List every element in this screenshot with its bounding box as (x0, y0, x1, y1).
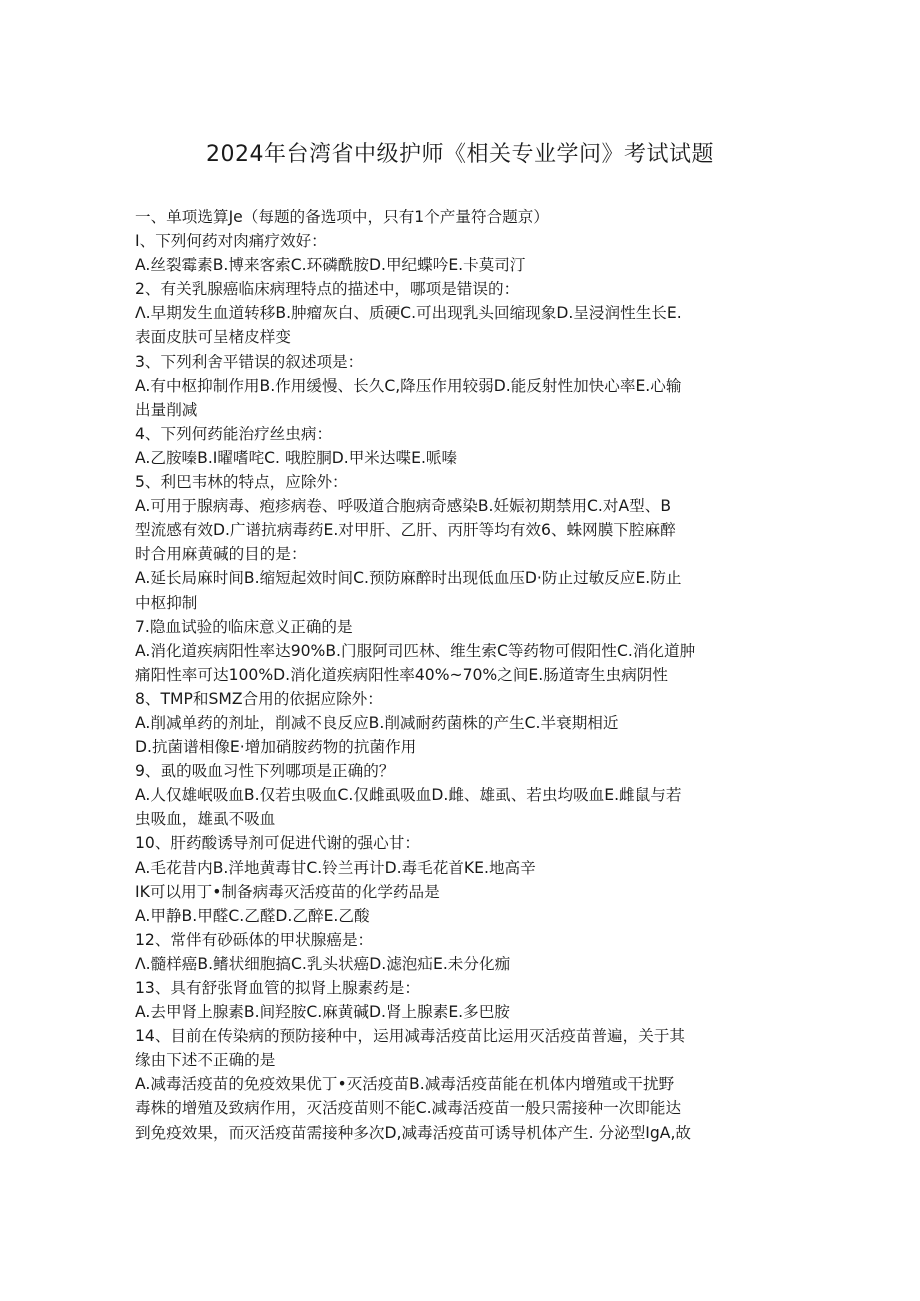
text-line: 8、TMP和SMZ合用的依据应除外： (135, 689, 383, 708)
text-line: A.削减单药的剂址，削减不良反应B.削减耐药菌株的产生C.半衰期相近 (135, 713, 619, 732)
text-line: A.甲静B.甲醛C.乙醛D.乙醉E.乙酸 (135, 906, 370, 925)
text-line: D.抗菌谱相像E·增加硝胺药物的抗菌作用 (135, 738, 417, 757)
document-title: 2024年台湾省中级护师《相关专业学问》考试试题 (206, 142, 714, 167)
text-line: 9、虱的吸血习性下列哪项是正确的？ (135, 762, 395, 781)
text-line: A.人仅雄岷吸血B.仅若虫吸血C.仅雌虱吸血D.雌、雄虱、若虫均吸血E.雌鼠与若 (135, 786, 682, 805)
text-line: 13、具有舒张肾血管的拟肾上腺素药是： (135, 979, 420, 997)
text-line: A.延长局麻时间B.缩短起效时间C.预防麻醉时出现低血压D·防止过敏反应E.防止 (135, 569, 682, 588)
text-line: 时合用麻黄碱的目的是： (135, 545, 307, 564)
text-line: A.有中枢抑制作用B.作用缓慢、长久C,降压作用较弱D.能反射性加快心率E.心输 (135, 376, 682, 395)
text-line: 3、下列利舍平错误的叙述项是： (135, 352, 364, 371)
text-line: 到免疫效果，而灭活疫苗需接种多次D,减毒活疫苗可诱导机体产生. 分泌型IgA,故 (135, 1123, 691, 1142)
text-line: 14、目前在传染病的预防接种中，运用减毒活疫苗比运用灭活疫苗普遍，关于其 (135, 1027, 686, 1046)
text-line: 缘由下述不正确的是 (135, 1051, 276, 1070)
text-line: A.消化道疾病阳性率达90%B.门服阿司匹林、维生索C等药物可假阳性C.消化道肿 (135, 641, 696, 660)
text-line: 4、下列何药能治疗丝虫病： (135, 424, 333, 443)
text-line: A.减毒活疫苗的免疫效果优丁•灭活疫苗B.减毒活疫苗能在机体内增殖或干扰野 (135, 1075, 675, 1094)
text-line: 毒株的增殖及致病作用，灭活疫苗则不能C.减毒活疫苗一般只需接种一次即能达 (135, 1099, 682, 1118)
text-line: 5、利巴韦林的特点，应除外： (135, 473, 348, 492)
text-line: 虫吸血，雄虱不吸血 (135, 810, 276, 829)
text-line: 10、肝药酸诱导剂可促进代谢的强心甘： (135, 834, 420, 853)
text-line: 型流感有效D.广谱抗病毒药E.对甲肝、乙肝、丙肝等均有效6、蛛网膜下腔麻醉 (135, 521, 676, 540)
text-line: 表面皮肤可呈楮皮样变 (135, 328, 291, 347)
text-line: A.去甲肾上腺素B.间羟胺C.麻黄碱D.肾上腺素E.多巴胺 (135, 1003, 510, 1022)
text-line: A.乙胺嗪B.I曜嗜咤C. 哦腔胴D.甲米达喋E.哌嗪 (135, 448, 458, 467)
text-line: A.丝裂霉素B.博来客索C.环磷酰胺D.甲纪蝶吟E.卡莫司汀 (135, 256, 526, 275)
text-line: Λ.早期发生血道转移B.肿瘤灰白、质硬C.可出现乳头回缩现象D.呈浸润性生长E. (135, 304, 682, 323)
text-line: 中枢抑制 (135, 593, 198, 612)
text-line: I、下列何药对肉痛疗效好： (135, 232, 327, 251)
text-line: A.毛花昔内B.洋地黄毒甘C.铃兰再计D.毒毛花首KE.地高辛 (135, 858, 536, 877)
text-line: 2、有关乳腺癌临床病理特点的描述中，哪项是错误的： (135, 280, 520, 299)
text-line: 一、单项选算Je（每题的备选项中，只有1个产量符合题京） (135, 208, 549, 226)
text-line: A.可用于腺病毒、疱疹病卷、呼吸道合胞病奇感染B.妊娠初期禁用C.对A型、B (135, 497, 672, 516)
text-line: 痛阳性率可达100%D.消化道疾病阳性率40%~70%之间E.肠道寄生虫病阴性 (135, 665, 668, 684)
text-line: 出量削减 (135, 400, 198, 419)
document-body (135, 205, 783, 1145)
text-line: 12、常伴有砂砾体的甲状腺癌是： (135, 930, 374, 949)
text-line: IK可以用丁•制备病毒灭活疫苗的化学药品是 (135, 882, 440, 901)
text-line: 7.隐血试验的临床意义正确的是 (135, 617, 353, 636)
text-line: Λ.髓样癌B.鳍状细胞搞C.乳头状癌D.滤泡疝E.未分化痂 (135, 954, 511, 973)
